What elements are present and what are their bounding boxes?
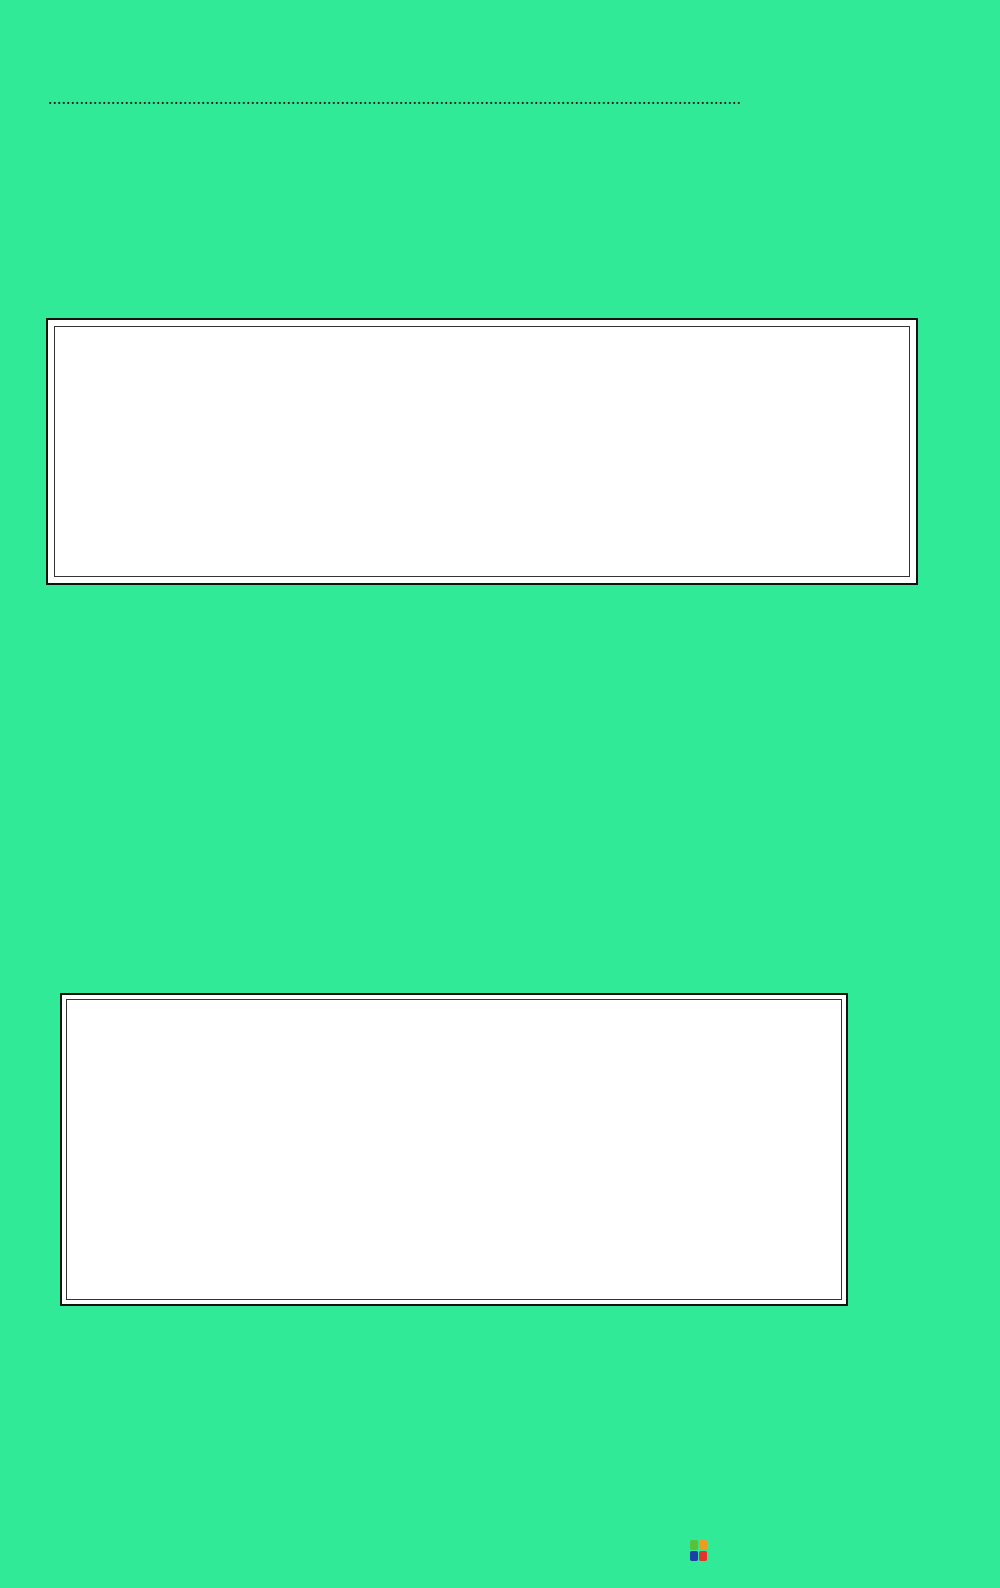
liveworksheets-logo-icon bbox=[690, 1540, 708, 1562]
student-info-line: .......................................................................................................................................................... bbox=[48, 88, 741, 108]
passage1-box bbox=[46, 318, 918, 585]
liveworksheets-logo bbox=[690, 1530, 985, 1570]
passage2-box bbox=[60, 993, 848, 1306]
